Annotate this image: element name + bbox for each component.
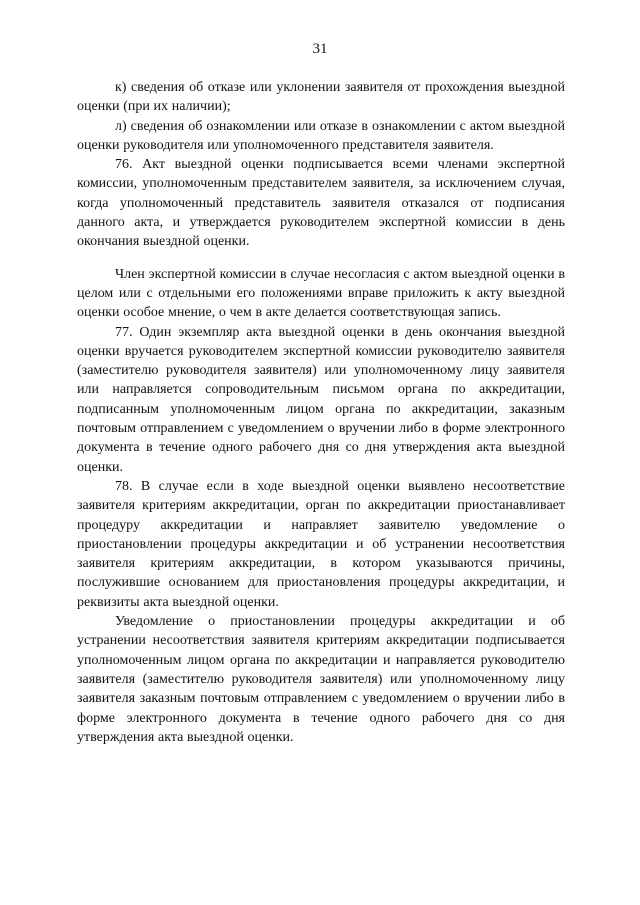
paragraph-k: к) сведения об отказе или уклонении заявителя от прохождения выездной оценки (при их наличии); (77, 80, 565, 115)
paragraph-76: 76. Акт выездной оценки подписывается всеми членами экспертной комиссии, уполномоченным представителем заявителя, за исключением случая, когда уполномоченный представитель заявителя отказался от подписания данного акта, и утверждается руководителем экспертной комиссии в день окончания выездной оценки. (77, 157, 565, 250)
page-number: 31 (312, 41, 328, 57)
paragraph-76-dissent: Член экспертной комиссии в случае несогласия с актом выездной оценки в целом или с отдельными его положениями вправе приложить к акту выездной оценки особое мнение, о чем в акте делается соответствующая запись. (77, 266, 565, 321)
paragraph-78-notification: Уведомление о приостановлении процедуры аккредитации и об устранении несоответствия заявителя критериям аккредитации подписывается уполномоченным лицом органа по аккредитации и направляется руководителю заявителя (заместителю руководителя заявителя) или уполномоченному лицу заявителя заказным почтовым отправлением с уведомлением о вручении либо в форме электронного документа в течение одного рабочего дня со дня утверждения акта выездной оценки. (77, 614, 565, 745)
paragraph-77: 77. Один экземпляр акта выездной оценки в день окончания выездной оценки вручается руководителем экспертной комиссии руководителю заявителя (заместителю руководителя заявителя) или уполномоченному лицу заявителя или направляется сопроводительным письмом органа по аккредитации, подписанным уполномоченным лицом органа по аккредитации, заказным почтовым отправлением с уведомлением о вручении либо в форме электронного документа в течение одного рабочего дня со дня утверждения акта выездной оценки. (77, 324, 565, 475)
document-body (77, 78, 565, 747)
paragraph-l: л) сведения об ознакомлении или отказе в ознакомлении с актом выездной оценки руководителя или уполномоченного представителя заявителя. (77, 118, 565, 153)
paragraph-78: 78. В случае если в ходе выездной оценки выявлено несоответствие заявителя критериям аккредитации, орган по аккредитации приостанавливает процедуру аккредитации и направляет заявителю уведомление о приостановлении процедуры аккредитации и об устранении несоответствия заявителя критериям аккредитации, в котором указываются причины, послужившие основанием для приостановления процедуры аккредитации, и реквизиты акта выездной оценки. (77, 478, 565, 610)
